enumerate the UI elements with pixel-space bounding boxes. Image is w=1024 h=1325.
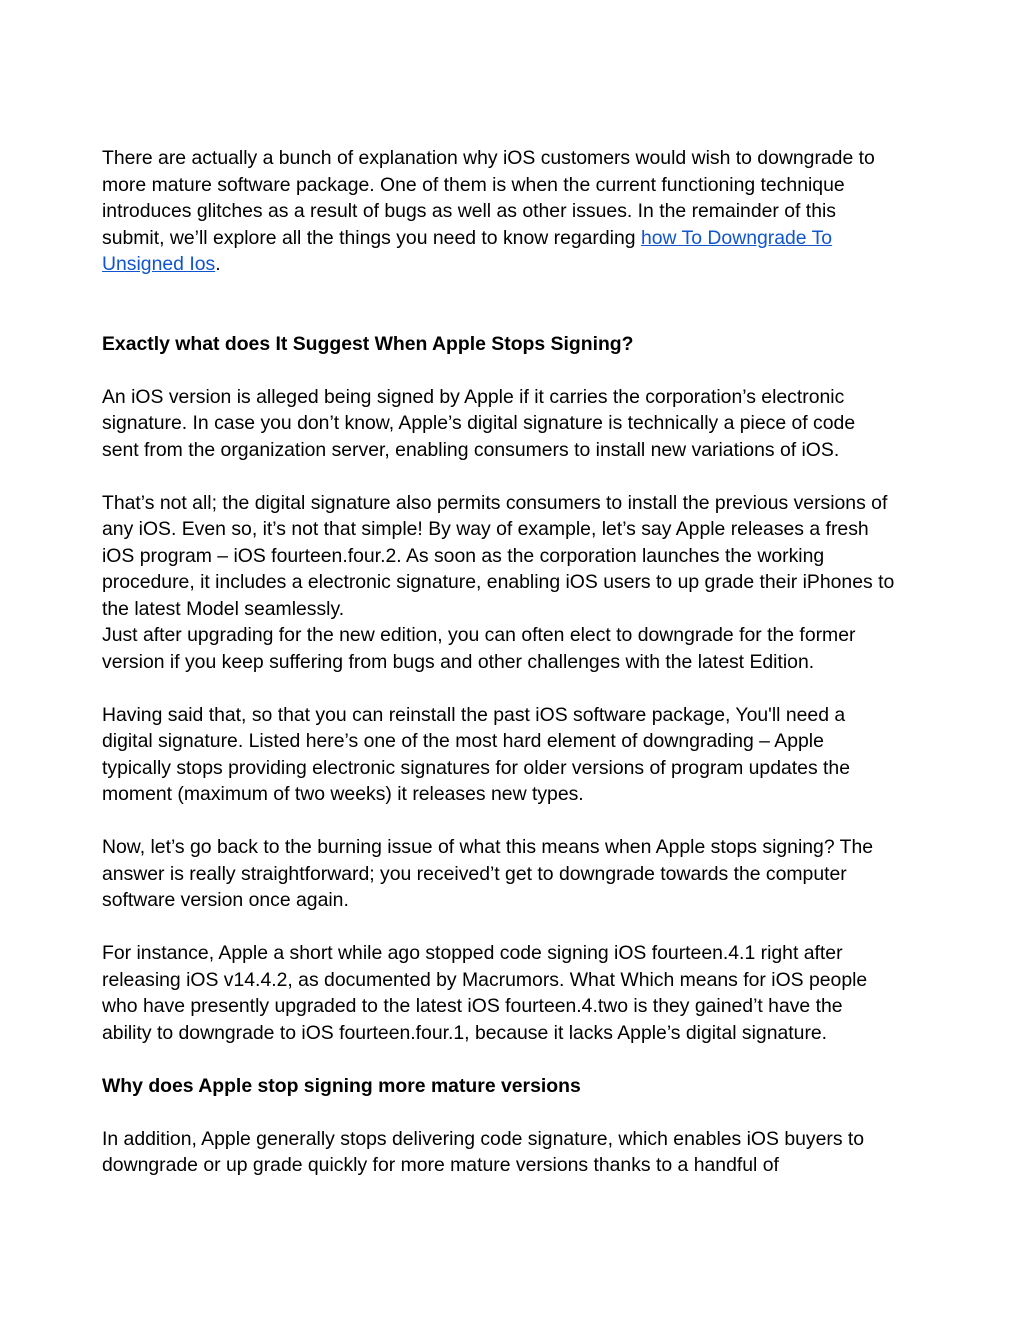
paragraph-example: For instance, Apple a short while ago stopped code signing iOS fourteen.4.1 right after releasing iOS v14.4.2, as documented by Macrumors. What Which means for iOS people who have presently upgraded to the latest iOS fourteen.4.two is they gained’t have the ability to downgrade to iOS fourteen.four.1, because it lacks Apple’s digital signature. (102, 942, 868, 1044)
paragraph-burning-issue: Now, let’s go back to the burning issue of what this means when Apple stops signing? The answer is really straightforward; you received’t get to downgrade towards the computer software version once again. (102, 836, 874, 911)
document-page (102, 145, 932, 1179)
paragraph-reinstall: Having said that, so that you can reinstall the past iOS software package, You'll need a digital signature. Listed here’s one of the most hard element of downgrading – Apple typically stops providing electronic signatures for older versions of program updates the moment (maximum of two weeks) it releases new types. (102, 703, 850, 805)
section-heading-signing: Exactly what does It Suggest When Apple Stops Signing? (102, 332, 634, 355)
spacer (102, 278, 932, 331)
intro-text-end: . (215, 253, 221, 275)
paragraph-digital-signature: That’s not all; the digital signature also permits consumers to install the previous versions of any iOS. Even so, it’s not that simple! By way of example, let’s say Apple releases a fresh iOS program – iOS fourteen.four.2. As soon as the corporation launches the working procedure, it includes a electronic signature, enabling iOS users to up grade their iPhones to the latest Model seamlessly. Just after upgrading for the new edition, you can often elect to downgrade for the former version if you keep suffering from bugs and other challenges with the latest Edition. (102, 491, 895, 673)
spacer (102, 357, 932, 384)
spacer (102, 808, 932, 835)
paragraph-addition: In addition, Apple generally stops delivering code signature, which enables iOS buyers to downgrade or up grade quickly for more mature versions thanks to a handful of (102, 1127, 865, 1176)
spacer (102, 463, 932, 490)
spacer (102, 1046, 932, 1073)
section-heading-why-stop: Why does Apple stop signing more mature versions (102, 1074, 581, 1097)
spacer (102, 675, 932, 702)
intro-text: There are actually a bunch of explanation why iOS customers would wish to downgrade to more mature software package. One of them is when the current functioning technique introduces glitches as a result of bugs as well as other issues. In the remainder of this submit, we’ll explore all the things you need to know regarding (102, 147, 875, 249)
spacer (102, 914, 932, 941)
spacer (102, 1099, 932, 1126)
intro-paragraph (102, 145, 932, 278)
paragraph-signed-definition: An iOS version is alleged being signed by Apple if it carries the corporation’s electronic signature. In case you don’t know, Apple’s digital signature is technically a piece of code sent from the organization server, enabling consumers to install new variations of iOS. (102, 385, 856, 461)
downgrade-link[interactable]: how To Downgrade To Unsigned Ios (102, 226, 833, 275)
